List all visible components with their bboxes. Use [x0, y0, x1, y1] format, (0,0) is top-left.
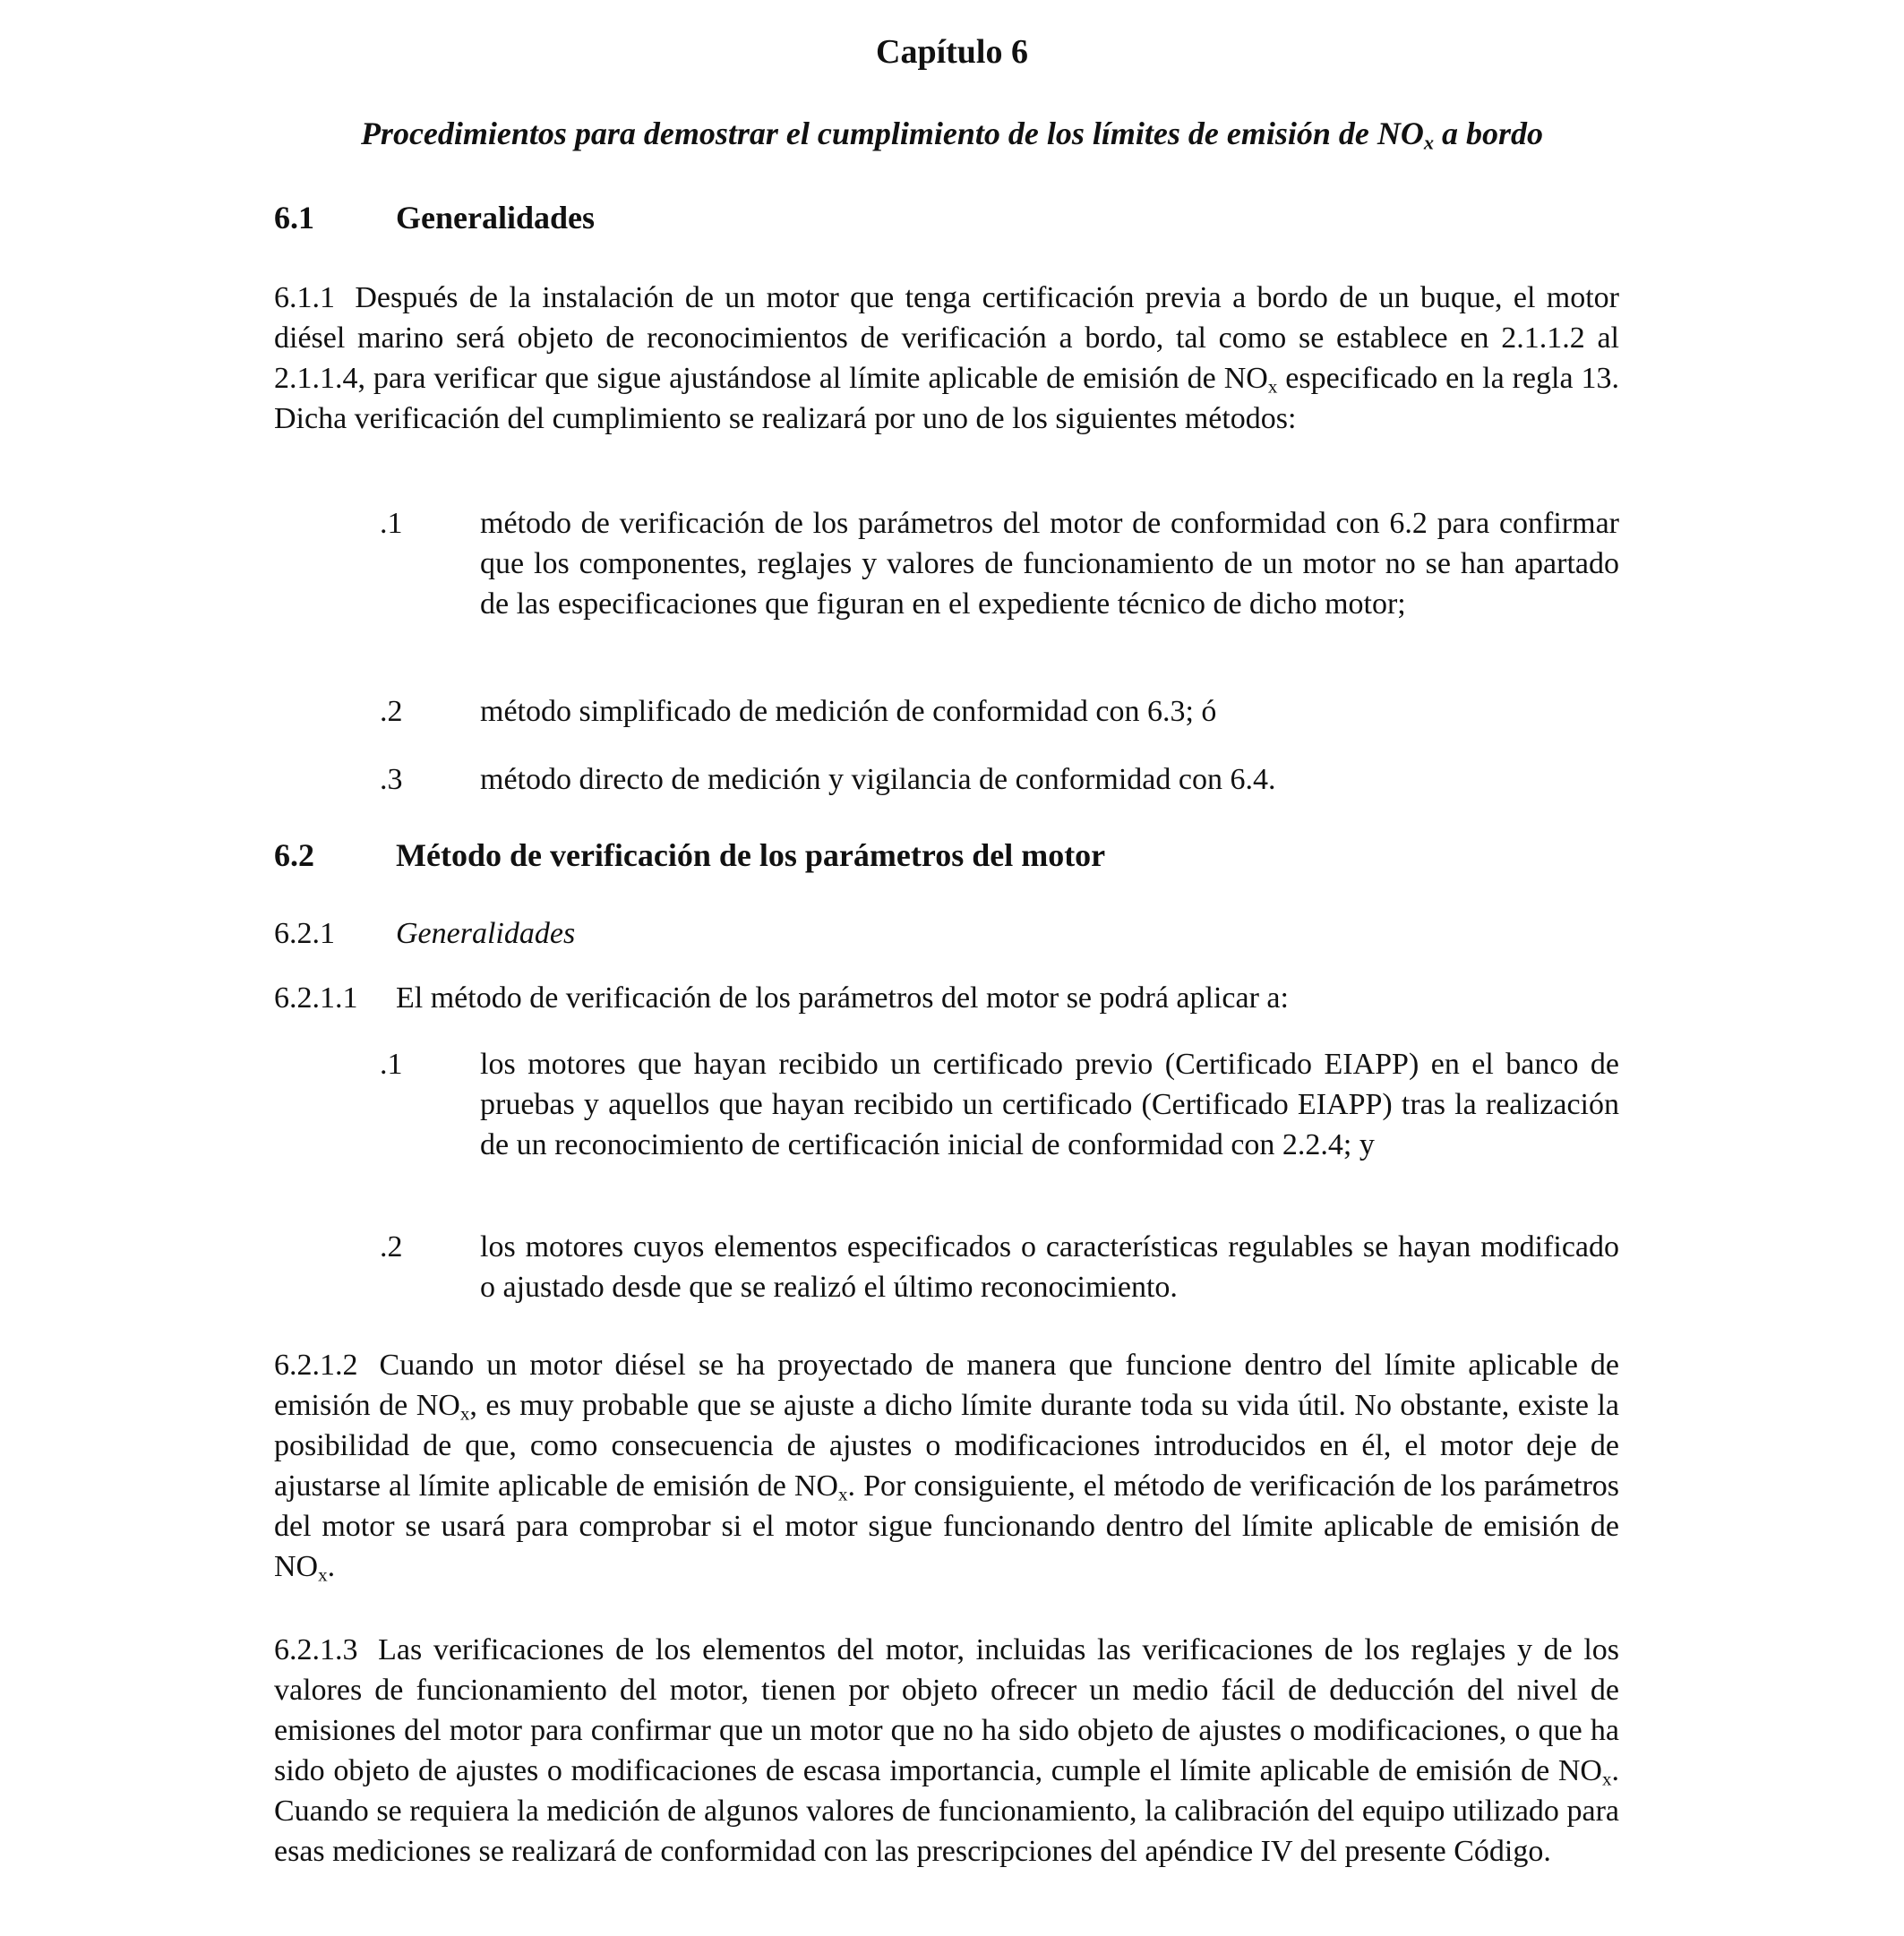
list-item-text: método simplificado de medición de conformidad con 6.3; ó — [480, 695, 1217, 728]
paragraph-number: 6.2.1.2 — [274, 1349, 358, 1382]
list-marker: .1 — [380, 1048, 403, 1081]
paragraph-text-cont: . Cuando se requiera la medición de algunos valores de funcionamiento, la calibración del equipo utilizado para esas mediciones se realizará de conformidad con las prescripciones del apéndice IV del presente Código. — [274, 1754, 1619, 1868]
list-marker: .2 — [380, 695, 403, 728]
paragraph-text-cont: especificado en la regla 13. Dicha verificación del cumplimiento se realizará por uno de los siguientes métodos: — [274, 362, 1619, 435]
list-marker: .1 — [380, 507, 403, 540]
chapter-subtitle — [0, 115, 1904, 152]
nox-subscript: x — [1601, 1768, 1612, 1790]
list-item-text: los motores cuyos elementos especificados o características regulables se hayan modificado o ajustado desde que se realizó el último reconocimiento. — [480, 1230, 1619, 1304]
paragraph-text-end: . — [327, 1550, 336, 1583]
paragraph-6-1-1 — [274, 278, 1619, 439]
paragraph-6-2-1-2 — [274, 1345, 1619, 1587]
subtitle-text: Procedimientos para demostrar el cumplimiento de los límites de emisión de NO — [360, 116, 1424, 151]
section-number: 6.1 — [274, 200, 314, 236]
subsection-title: Generalidades — [396, 917, 576, 950]
list-item-text: método directo de medición y vigilancia de conformidad con 6.4. — [480, 763, 1276, 796]
subtitle-subscript: x — [1423, 131, 1435, 154]
paragraph-text: Después de la instalación de un motor que tenga certificación previa a bordo de un buque, el motor diésel marino será objeto de reconocimientos de verificación a bordo, tal como se establece en 2.1.1.2 al 2.1.1.4, para verificar que sigue ajustándose al límite aplicable de emisión de NO — [274, 281, 1619, 395]
paragraph-number: 6.2.1.1 — [274, 981, 358, 1015]
paragraph-number: 6.2.1.3 — [274, 1633, 358, 1666]
nox-subscript: x — [1267, 375, 1278, 398]
list-item-text: los motores que hayan recibido un certificado previo (Certificado EIAPP) en el banco de pruebas y aquellos que hayan recibido un certificado (Certificado EIAPP) tras la realización de un reconocimiento de certificación inicial de conformidad con 2.2.4; y — [480, 1048, 1619, 1161]
nox-subscript: x — [837, 1483, 848, 1505]
paragraph-text-cont: , es muy probable que se ajuste a dicho límite durante toda su vida útil. No obstante, existe la posibilidad de que, como consecuencia de ajustes o modificaciones introducidos en él, el motor deje de ajustarse al límite aplicable de emisión de NO — [274, 1389, 1620, 1503]
paragraph-text-cont: . Por consiguiente, el método de verificación de los parámetros del motor se usará para comprobar si el motor sigue funcionando dentro del límite aplicable de emisión de NO — [274, 1469, 1619, 1583]
section-title: Generalidades — [396, 200, 595, 236]
paragraph-text: Cuando un motor diésel se ha proyectado de manera que funcione dentro del límite aplicable de emisión de NO — [274, 1349, 1620, 1422]
paragraph-text: Las verificaciones de los elementos del motor, incluidas las verificaciones de los reglajes y de los valores de funcionamiento del motor, tienen por objeto ofrecer un medio fácil de deducción del nivel de emisiones del motor para confirmar que un motor que no ha sido objeto de ajustes o modificaciones, o que ha sido objeto de ajustes o modificaciones de escasa importancia, cumple el límite aplicable de emisión de NO — [274, 1633, 1620, 1787]
chapter-title: Capítulo 6 — [876, 33, 1028, 71]
list-marker: .2 — [380, 1230, 403, 1264]
section-number: 6.2 — [274, 837, 314, 873]
section-title: Método de verificación de los parámetros del motor — [396, 837, 1106, 873]
nox-subscript: x — [318, 1563, 328, 1586]
list-item-text: método de verificación de los parámetros del motor de conformidad con 6.2 para confirmar que los componentes, reglajes y valores de funcionamiento de un motor no se han apartado de las especificaciones que figuran en el expediente técnico de dicho motor; — [480, 507, 1619, 621]
list-marker: .3 — [380, 763, 403, 796]
subtitle-end: a bordo — [1434, 116, 1544, 151]
nox-subscript: x — [459, 1402, 470, 1425]
subsection-number: 6.2.1 — [274, 917, 335, 950]
paragraph-text: El método de verificación de los parámetros del motor se podrá aplicar a: — [396, 981, 1289, 1015]
paragraph-number: 6.1.1 — [274, 281, 335, 314]
paragraph-6-2-1-3 — [274, 1630, 1619, 1872]
